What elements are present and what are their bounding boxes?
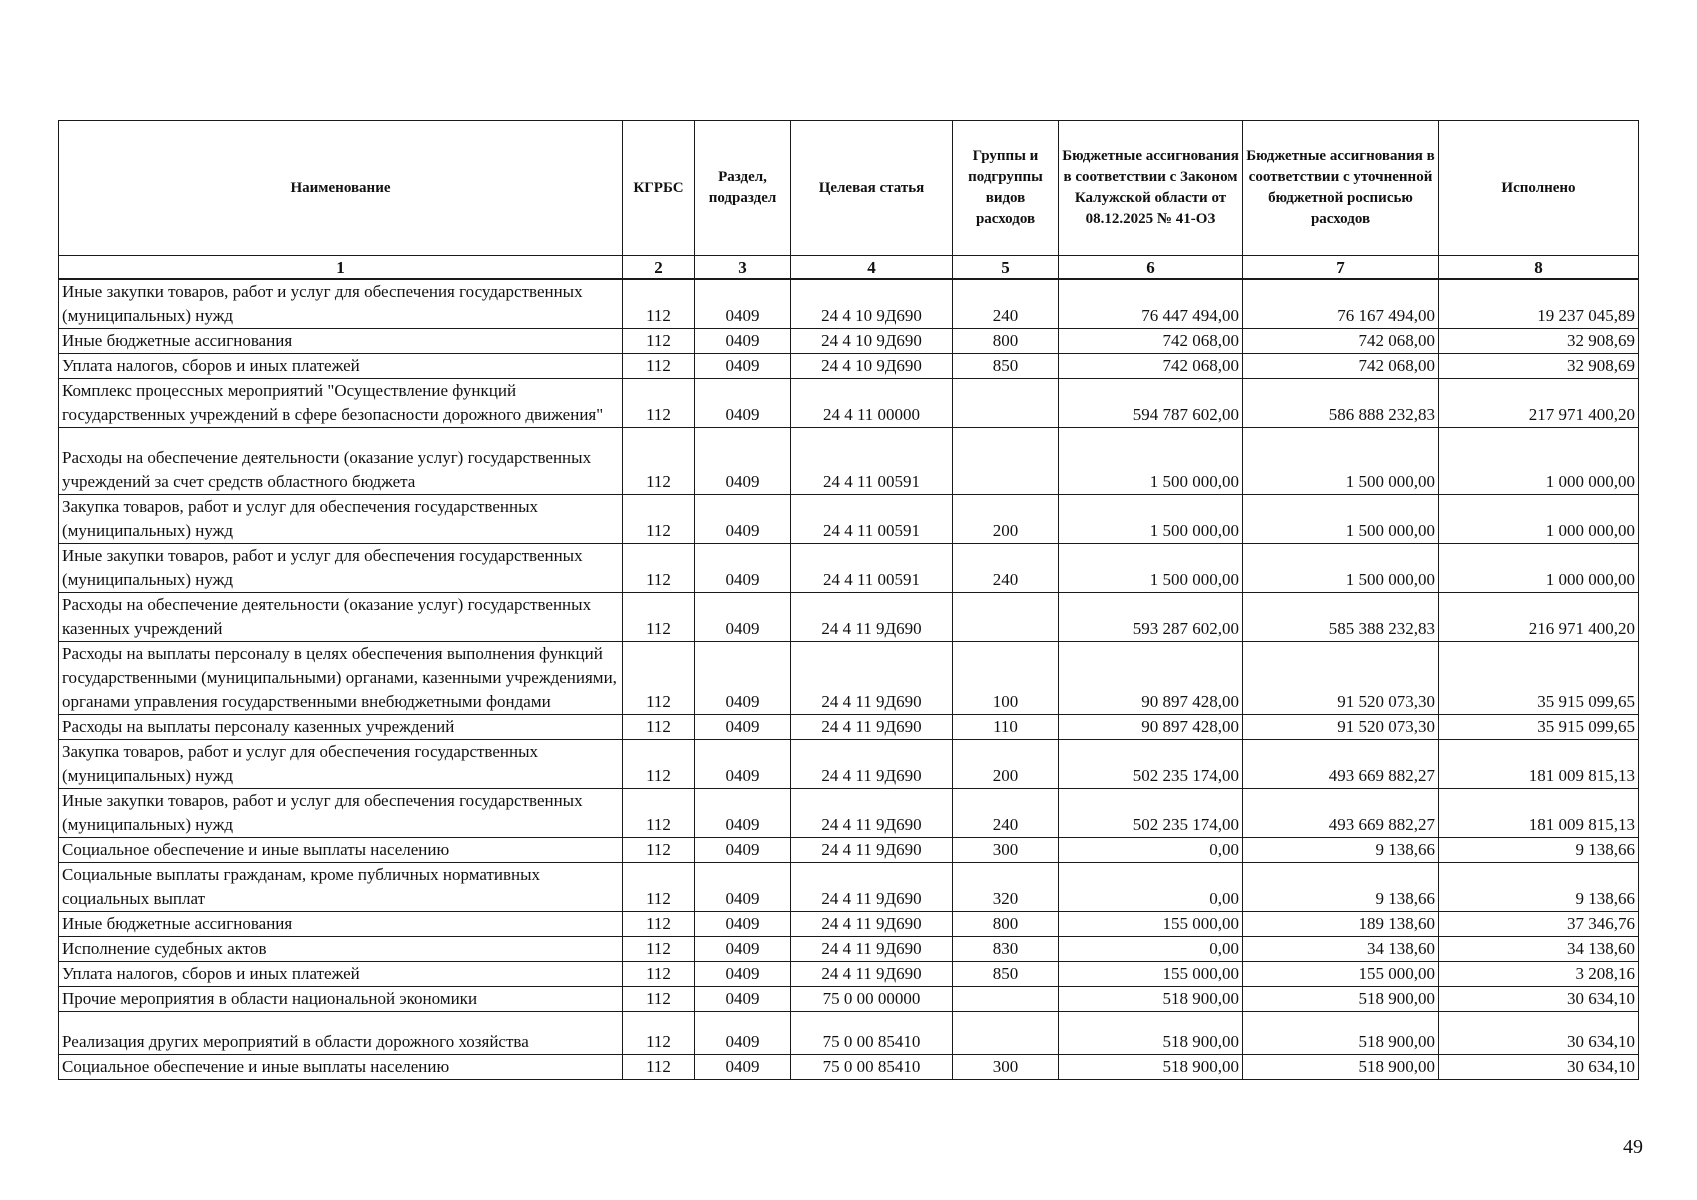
row-expense-type-cell: 240 — [953, 544, 1059, 593]
row-razdel-cell: 0409 — [695, 428, 791, 495]
table-row — [59, 838, 1639, 863]
row-expense-type-cell — [953, 987, 1059, 1012]
header-kgrbs: КГРБС — [623, 121, 695, 256]
row-target-article-cell: 24 4 11 9Д690 — [791, 912, 953, 937]
row-kgrbs-cell: 112 — [623, 962, 695, 987]
table-row — [59, 912, 1639, 937]
table-row — [59, 937, 1639, 962]
row-expense-type-cell: 200 — [953, 740, 1059, 789]
table-row — [59, 1055, 1639, 1080]
row-budget-law-cell: 742 068,00 — [1059, 329, 1243, 354]
row-name-cell: Закупка товаров, работ и услуг для обеспечения государственных (муниципальных) нужд — [59, 495, 623, 544]
row-expense-type-cell: 800 — [953, 912, 1059, 937]
row-target-article-cell: 75 0 00 85410 — [791, 1055, 953, 1080]
row-executed-cell: 32 908,69 — [1439, 354, 1639, 379]
row-name-cell: Иные закупки товаров, работ и услуг для обеспечения государственных (муниципальных) нужд — [59, 789, 623, 838]
row-budget-refined-cell: 76 167 494,00 — [1243, 279, 1439, 329]
row-razdel-cell: 0409 — [695, 279, 791, 329]
row-razdel-cell: 0409 — [695, 379, 791, 428]
table-row — [59, 642, 1639, 715]
row-budget-refined-cell: 518 900,00 — [1243, 987, 1439, 1012]
row-budget-law-cell: 594 787 602,00 — [1059, 379, 1243, 428]
table-row — [59, 279, 1639, 329]
row-target-article-cell: 24 4 11 9Д690 — [791, 789, 953, 838]
row-budget-law-cell: 1 500 000,00 — [1059, 544, 1243, 593]
column-number: 6 — [1059, 256, 1243, 280]
row-kgrbs-cell: 112 — [623, 1055, 695, 1080]
table-body — [59, 279, 1639, 1080]
row-expense-type-cell: 240 — [953, 789, 1059, 838]
row-razdel-cell: 0409 — [695, 329, 791, 354]
row-name-cell: Расходы на выплаты персоналу казенных учреждений — [59, 715, 623, 740]
row-expense-type-cell — [953, 428, 1059, 495]
row-razdel-cell: 0409 — [695, 495, 791, 544]
row-budget-refined-cell: 493 669 882,27 — [1243, 789, 1439, 838]
row-budget-law-cell: 593 287 602,00 — [1059, 593, 1243, 642]
table-row — [59, 379, 1639, 428]
row-budget-law-cell: 742 068,00 — [1059, 354, 1243, 379]
column-number: 4 — [791, 256, 953, 280]
row-budget-refined-cell: 91 520 073,30 — [1243, 642, 1439, 715]
row-target-article-cell: 24 4 11 00591 — [791, 428, 953, 495]
row-executed-cell: 181 009 815,13 — [1439, 789, 1639, 838]
row-budget-law-cell: 1 500 000,00 — [1059, 495, 1243, 544]
row-budget-law-cell: 502 235 174,00 — [1059, 789, 1243, 838]
row-target-article-cell: 24 4 10 9Д690 — [791, 279, 953, 329]
row-razdel-cell: 0409 — [695, 593, 791, 642]
row-target-article-cell: 75 0 00 85410 — [791, 1012, 953, 1055]
row-razdel-cell: 0409 — [695, 962, 791, 987]
column-number: 1 — [59, 256, 623, 280]
row-budget-refined-cell: 742 068,00 — [1243, 354, 1439, 379]
row-budget-law-cell: 155 000,00 — [1059, 962, 1243, 987]
row-expense-type-cell — [953, 379, 1059, 428]
row-kgrbs-cell: 112 — [623, 428, 695, 495]
row-razdel-cell: 0409 — [695, 937, 791, 962]
row-expense-type-cell: 300 — [953, 838, 1059, 863]
row-budget-refined-cell: 155 000,00 — [1243, 962, 1439, 987]
row-name-cell: Иные бюджетные ассигнования — [59, 912, 623, 937]
row-target-article-cell: 24 4 11 9Д690 — [791, 593, 953, 642]
row-kgrbs-cell: 112 — [623, 379, 695, 428]
row-expense-type-cell: 850 — [953, 962, 1059, 987]
row-executed-cell: 9 138,66 — [1439, 863, 1639, 912]
header-executed: Исполнено — [1439, 121, 1639, 256]
row-budget-law-cell: 0,00 — [1059, 937, 1243, 962]
table-row — [59, 428, 1639, 495]
row-executed-cell: 34 138,60 — [1439, 937, 1639, 962]
row-name-cell: Социальные выплаты гражданам, кроме публичных нормативных социальных выплат — [59, 863, 623, 912]
row-expense-type-cell: 830 — [953, 937, 1059, 962]
row-expense-type-cell: 320 — [953, 863, 1059, 912]
row-name-cell: Комплекс процессных мероприятий "Осуществление функций государственных учреждений в сфере безопасности дорожного движения" — [59, 379, 623, 428]
row-executed-cell: 30 634,10 — [1439, 1055, 1639, 1080]
row-executed-cell: 19 237 045,89 — [1439, 279, 1639, 329]
row-budget-refined-cell: 1 500 000,00 — [1243, 495, 1439, 544]
row-target-article-cell: 24 4 11 9Д690 — [791, 715, 953, 740]
row-name-cell: Закупка товаров, работ и услуг для обеспечения государственных (муниципальных) нужд — [59, 740, 623, 789]
row-kgrbs-cell: 112 — [623, 789, 695, 838]
table-row — [59, 789, 1639, 838]
table-row — [59, 495, 1639, 544]
row-expense-type-cell: 100 — [953, 642, 1059, 715]
row-razdel-cell: 0409 — [695, 838, 791, 863]
row-budget-refined-cell: 1 500 000,00 — [1243, 544, 1439, 593]
header-gruppy: Группы и подгруппы видов расходов — [953, 121, 1059, 256]
header-celevaya: Целевая статья — [791, 121, 953, 256]
table-row — [59, 354, 1639, 379]
row-executed-cell: 35 915 099,65 — [1439, 715, 1639, 740]
row-budget-refined-cell: 518 900,00 — [1243, 1012, 1439, 1055]
row-executed-cell: 1 000 000,00 — [1439, 544, 1639, 593]
row-name-cell: Социальное обеспечение и иные выплаты населению — [59, 838, 623, 863]
table-row — [59, 329, 1639, 354]
row-razdel-cell: 0409 — [695, 863, 791, 912]
row-budget-law-cell: 0,00 — [1059, 838, 1243, 863]
row-budget-refined-cell: 742 068,00 — [1243, 329, 1439, 354]
row-budget-refined-cell: 91 520 073,30 — [1243, 715, 1439, 740]
row-target-article-cell: 24 4 11 9Д690 — [791, 962, 953, 987]
row-name-cell: Расходы на выплаты персоналу в целях обеспечения выполнения функций государственными (муниципальными) органами, казенными учреждениями, органами управления государственными внебюджетными фондами — [59, 642, 623, 715]
row-executed-cell: 37 346,76 — [1439, 912, 1639, 937]
row-executed-cell: 30 634,10 — [1439, 987, 1639, 1012]
row-budget-law-cell: 76 447 494,00 — [1059, 279, 1243, 329]
column-number-row — [59, 256, 1639, 280]
row-kgrbs-cell: 112 — [623, 715, 695, 740]
table-row — [59, 987, 1639, 1012]
row-target-article-cell: 24 4 11 9Д690 — [791, 937, 953, 962]
row-target-article-cell: 24 4 11 9Д690 — [791, 863, 953, 912]
row-kgrbs-cell: 112 — [623, 279, 695, 329]
row-razdel-cell: 0409 — [695, 1055, 791, 1080]
row-name-cell: Иные закупки товаров, работ и услуг для обеспечения государственных (муниципальных) нужд — [59, 544, 623, 593]
table-row — [59, 544, 1639, 593]
row-expense-type-cell: 200 — [953, 495, 1059, 544]
row-executed-cell: 9 138,66 — [1439, 838, 1639, 863]
row-budget-law-cell: 90 897 428,00 — [1059, 642, 1243, 715]
row-executed-cell: 1 000 000,00 — [1439, 495, 1639, 544]
row-razdel-cell: 0409 — [695, 987, 791, 1012]
row-target-article-cell: 75 0 00 00000 — [791, 987, 953, 1012]
table-row — [59, 715, 1639, 740]
column-number: 2 — [623, 256, 695, 280]
row-budget-refined-cell: 585 388 232,83 — [1243, 593, 1439, 642]
row-executed-cell: 3 208,16 — [1439, 962, 1639, 987]
row-kgrbs-cell: 112 — [623, 593, 695, 642]
row-razdel-cell: 0409 — [695, 1012, 791, 1055]
row-expense-type-cell: 850 — [953, 354, 1059, 379]
row-budget-refined-cell: 9 138,66 — [1243, 838, 1439, 863]
row-budget-refined-cell: 9 138,66 — [1243, 863, 1439, 912]
row-executed-cell: 35 915 099,65 — [1439, 642, 1639, 715]
budget-table — [58, 120, 1639, 1080]
header-budget-refined: Бюджетные ассигнования в соответствии с уточненной бюджетной росписью расходов — [1243, 121, 1439, 256]
row-executed-cell: 32 908,69 — [1439, 329, 1639, 354]
row-executed-cell: 181 009 815,13 — [1439, 740, 1639, 789]
row-target-article-cell: 24 4 11 00591 — [791, 495, 953, 544]
header-row — [59, 121, 1639, 256]
row-target-article-cell: 24 4 11 9Д690 — [791, 740, 953, 789]
row-name-cell: Иные закупки товаров, работ и услуг для обеспечения государственных (муниципальных) нужд — [59, 279, 623, 329]
table-row — [59, 593, 1639, 642]
row-razdel-cell: 0409 — [695, 354, 791, 379]
row-razdel-cell: 0409 — [695, 740, 791, 789]
row-razdel-cell: 0409 — [695, 789, 791, 838]
row-expense-type-cell — [953, 593, 1059, 642]
row-budget-law-cell: 0,00 — [1059, 863, 1243, 912]
row-name-cell: Реализация других мероприятий в области дорожного хозяйства — [59, 1012, 623, 1055]
row-budget-refined-cell: 189 138,60 — [1243, 912, 1439, 937]
row-executed-cell: 1 000 000,00 — [1439, 428, 1639, 495]
column-number: 8 — [1439, 256, 1639, 280]
row-kgrbs-cell: 112 — [623, 838, 695, 863]
row-expense-type-cell: 240 — [953, 279, 1059, 329]
header-name: Наименование — [59, 121, 623, 256]
row-expense-type-cell: 800 — [953, 329, 1059, 354]
row-budget-refined-cell: 586 888 232,83 — [1243, 379, 1439, 428]
table-row — [59, 1012, 1639, 1055]
row-razdel-cell: 0409 — [695, 544, 791, 593]
row-name-cell: Расходы на обеспечение деятельности (оказание услуг) государственных учреждений за счет средств областного бюджета — [59, 428, 623, 495]
row-kgrbs-cell: 112 — [623, 987, 695, 1012]
row-expense-type-cell: 300 — [953, 1055, 1059, 1080]
row-name-cell: Уплата налогов, сборов и иных платежей — [59, 962, 623, 987]
row-budget-law-cell: 518 900,00 — [1059, 987, 1243, 1012]
budget-table-sheet — [58, 120, 1638, 1080]
row-budget-refined-cell: 34 138,60 — [1243, 937, 1439, 962]
page-number: 49 — [1623, 1136, 1643, 1158]
header-razdel: Раздел, подраздел — [695, 121, 791, 256]
row-executed-cell: 217 971 400,20 — [1439, 379, 1639, 428]
row-razdel-cell: 0409 — [695, 715, 791, 740]
row-kgrbs-cell: 112 — [623, 1012, 695, 1055]
row-target-article-cell: 24 4 11 00000 — [791, 379, 953, 428]
row-expense-type-cell — [953, 1012, 1059, 1055]
row-executed-cell: 30 634,10 — [1439, 1012, 1639, 1055]
row-executed-cell: 216 971 400,20 — [1439, 593, 1639, 642]
row-target-article-cell: 24 4 10 9Д690 — [791, 354, 953, 379]
row-target-article-cell: 24 4 10 9Д690 — [791, 329, 953, 354]
row-kgrbs-cell: 112 — [623, 354, 695, 379]
row-name-cell: Прочие мероприятия в области национальной экономики — [59, 987, 623, 1012]
row-kgrbs-cell: 112 — [623, 495, 695, 544]
row-name-cell: Исполнение судебных актов — [59, 937, 623, 962]
table-row — [59, 863, 1639, 912]
row-kgrbs-cell: 112 — [623, 544, 695, 593]
row-kgrbs-cell: 112 — [623, 329, 695, 354]
row-name-cell: Расходы на обеспечение деятельности (оказание услуг) государственных казенных учреждений — [59, 593, 623, 642]
row-budget-law-cell: 518 900,00 — [1059, 1055, 1243, 1080]
row-kgrbs-cell: 112 — [623, 937, 695, 962]
row-budget-law-cell: 90 897 428,00 — [1059, 715, 1243, 740]
row-budget-refined-cell: 1 500 000,00 — [1243, 428, 1439, 495]
row-budget-law-cell: 155 000,00 — [1059, 912, 1243, 937]
header-budget-law: Бюджетные ассигнования в соответствии с Законом Калужской области от 08.12.2025 № 41-ОЗ — [1059, 121, 1243, 256]
row-budget-law-cell: 518 900,00 — [1059, 1012, 1243, 1055]
row-budget-refined-cell: 493 669 882,27 — [1243, 740, 1439, 789]
row-kgrbs-cell: 112 — [623, 912, 695, 937]
row-razdel-cell: 0409 — [695, 642, 791, 715]
row-kgrbs-cell: 112 — [623, 642, 695, 715]
row-budget-law-cell: 502 235 174,00 — [1059, 740, 1243, 789]
row-kgrbs-cell: 112 — [623, 740, 695, 789]
row-name-cell: Уплата налогов, сборов и иных платежей — [59, 354, 623, 379]
table-row — [59, 740, 1639, 789]
row-kgrbs-cell: 112 — [623, 863, 695, 912]
row-target-article-cell: 24 4 11 00591 — [791, 544, 953, 593]
row-name-cell: Социальное обеспечение и иные выплаты населению — [59, 1055, 623, 1080]
row-budget-law-cell: 1 500 000,00 — [1059, 428, 1243, 495]
row-target-article-cell: 24 4 11 9Д690 — [791, 838, 953, 863]
row-razdel-cell: 0409 — [695, 912, 791, 937]
row-name-cell: Иные бюджетные ассигнования — [59, 329, 623, 354]
row-expense-type-cell: 110 — [953, 715, 1059, 740]
column-number: 7 — [1243, 256, 1439, 280]
table-row — [59, 962, 1639, 987]
row-budget-refined-cell: 518 900,00 — [1243, 1055, 1439, 1080]
column-number: 5 — [953, 256, 1059, 280]
column-number: 3 — [695, 256, 791, 280]
row-target-article-cell: 24 4 11 9Д690 — [791, 642, 953, 715]
